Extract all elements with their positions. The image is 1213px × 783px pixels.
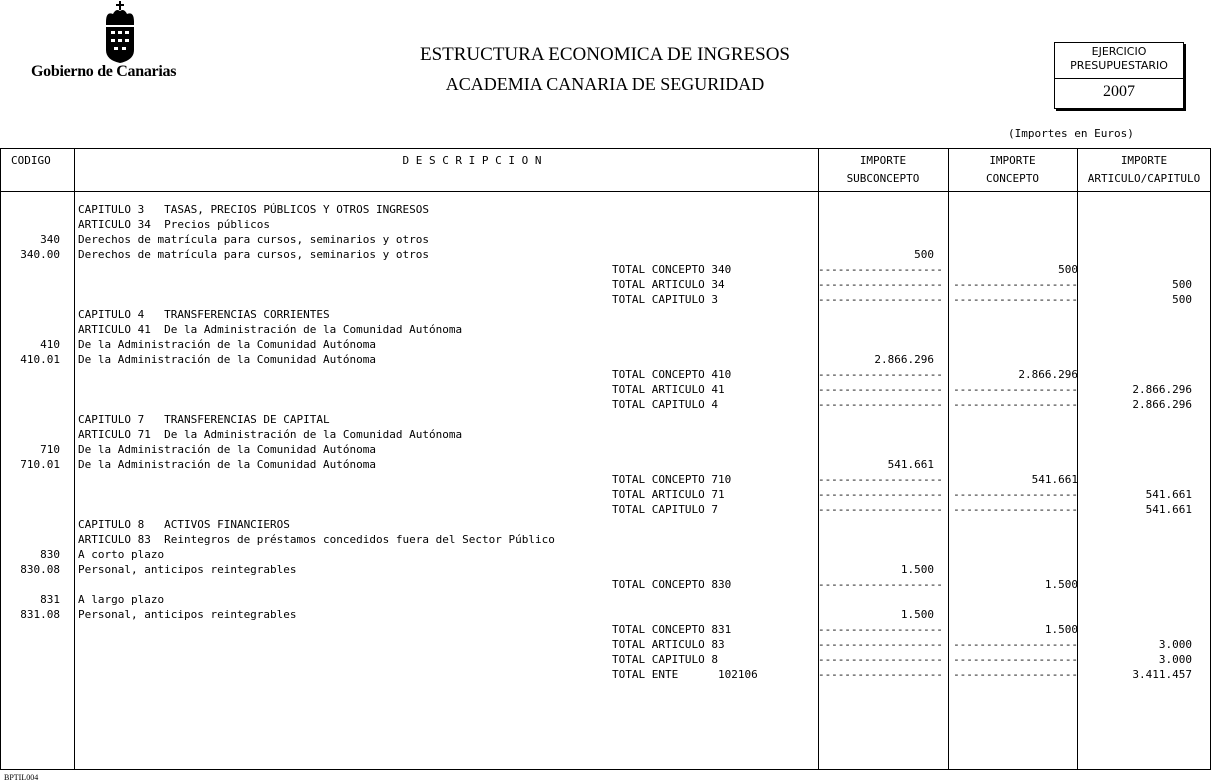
report-code: BPTIL004 <box>4 773 39 782</box>
row-total-label: TOTAL CONCEPTO 710 <box>612 473 732 486</box>
row-code: 710 <box>40 443 60 456</box>
row-code: 831 <box>40 593 60 606</box>
amount-articulo-capitulo: 541.661 <box>1145 503 1192 516</box>
amount-subconcepto: 500 <box>914 248 934 261</box>
row-total-label: TOTAL ARTICULO 83 <box>612 638 725 651</box>
column-header-articulo-1: IMPORTE <box>1120 154 1168 167</box>
document-subtitle: ACADEMIA CANARIA DE SEGURIDAD <box>445 74 765 94</box>
fiscal-year-label-2: PRESUPUESTARIO <box>1070 59 1168 72</box>
row-description: Derechos de matrícula para cursos, seminarios y otros <box>78 233 429 246</box>
amount-concepto: ------------------- <box>953 293 1078 306</box>
column-header-subconcepto-2: SUBCONCEPTO <box>846 172 920 185</box>
divider <box>1055 78 1183 79</box>
amount-concepto: ------------------- <box>953 398 1078 411</box>
column-header-concepto-2: CONCEPTO <box>986 172 1039 185</box>
amount-subconcepto: ------------------- <box>818 473 943 486</box>
amount-concepto: 541.661 <box>1031 473 1078 486</box>
amount-subconcepto: ------------------- <box>818 653 943 666</box>
row-description: ARTICULO 34 Precios públicos <box>78 218 271 231</box>
row-total-label: TOTAL CONCEPTO 340 <box>612 263 732 276</box>
row-total-label: TOTAL CAPITULO 8 <box>612 653 718 666</box>
amount-articulo-capitulo: 541.661 <box>1145 488 1192 501</box>
row-description: Personal, anticipos reintegrables <box>78 563 297 576</box>
amount-subconcepto: 1.500 <box>900 608 934 621</box>
row-total-label: TOTAL CAPITULO 7 <box>612 503 718 516</box>
amount-concepto: 1.500 <box>1044 623 1078 636</box>
row-description: De la Administración de la Comunidad Autónoma <box>78 353 377 366</box>
amount-subconcepto: ------------------- <box>818 503 943 516</box>
amount-subconcepto: ------------------- <box>818 293 943 306</box>
row-total-label: TOTAL CONCEPTO 410 <box>612 368 732 381</box>
amount-articulo-capitulo: 3.411.457 <box>1132 668 1192 681</box>
amount-concepto: ------------------- <box>953 653 1078 666</box>
column-header-descripcion: D E S C R I P C I O N <box>402 154 542 167</box>
amount-articulo-capitulo: 500 <box>1172 293 1192 306</box>
amount-subconcepto: ------------------- <box>818 398 943 411</box>
column-header-subconcepto-1: IMPORTE <box>859 154 907 167</box>
coat-of-arms-icon <box>100 0 140 64</box>
column-header-codigo: CODIGO <box>11 154 51 167</box>
row-code: 830 <box>40 548 60 561</box>
amount-subconcepto: ------------------- <box>818 578 943 591</box>
document-title: ESTRUCTURA ECONOMICA DE INGRESOS <box>419 44 790 65</box>
row-code: 410 <box>40 338 60 351</box>
amount-subconcepto: ------------------- <box>818 638 943 651</box>
amount-concepto: ------------------- <box>953 278 1078 291</box>
amount-subconcepto: ------------------- <box>818 488 943 501</box>
row-total-label: TOTAL CONCEPTO 831 <box>612 623 732 636</box>
fiscal-year-label-1: EJERCICIO <box>1091 45 1147 58</box>
amount-subconcepto: ------------------- <box>818 278 943 291</box>
amount-concepto: ------------------- <box>953 503 1078 516</box>
row-total-label: TOTAL ARTICULO 34 <box>612 278 725 291</box>
row-code: 410.01 <box>20 353 60 366</box>
amount-subconcepto: ------------------- <box>818 263 943 276</box>
row-description: ARTICULO 83 Reintegros de préstamos concedidos fuera del Sector Público <box>78 533 555 546</box>
amount-concepto: 1.500 <box>1044 578 1078 591</box>
row-total-label: TOTAL ENTE 102106 <box>612 668 758 681</box>
row-description: ARTICULO 41 De la Administración de la Comunidad Autónoma <box>78 323 463 336</box>
fiscal-year-box <box>1054 42 1184 109</box>
amount-subconcepto: ------------------- <box>818 668 943 681</box>
amount-articulo-capitulo: 2.866.296 <box>1132 398 1192 411</box>
row-description: De la Administración de la Comunidad Autónoma <box>78 338 377 351</box>
row-description: A corto plazo <box>78 548 165 561</box>
amount-concepto: ------------------- <box>953 383 1078 396</box>
row-description: De la Administración de la Comunidad Autónoma <box>78 443 377 456</box>
row-description: Derechos de matrícula para cursos, seminarios y otros <box>78 248 429 261</box>
amount-concepto: ------------------- <box>953 668 1078 681</box>
logo-text: Gobierno de Canarias <box>31 63 177 80</box>
row-description: CAPITULO 3 TASAS, PRECIOS PÚBLICOS Y OTROS INGRESOS <box>78 203 429 216</box>
amount-subconcepto: 2.866.296 <box>874 353 934 366</box>
amount-concepto: ------------------- <box>953 638 1078 651</box>
amount-subconcepto: ------------------- <box>818 383 943 396</box>
amount-subconcepto: ------------------- <box>818 368 943 381</box>
amount-subconcepto: ------------------- <box>818 623 943 636</box>
row-total-label: TOTAL CONCEPTO 830 <box>612 578 732 591</box>
units-note: (Importes en Euros) <box>1008 127 1134 140</box>
row-description: CAPITULO 4 TRANSFERENCIAS CORRIENTES <box>78 308 330 321</box>
row-total-label: TOTAL CAPITULO 4 <box>612 398 718 411</box>
amount-articulo-capitulo: 500 <box>1172 278 1192 291</box>
row-total-label: TOTAL ARTICULO 41 <box>612 383 725 396</box>
amount-concepto: ------------------- <box>953 488 1078 501</box>
row-code: 710.01 <box>20 458 60 471</box>
row-description: CAPITULO 8 ACTIVOS FINANCIEROS <box>78 518 290 531</box>
fiscal-year-value: 2007 <box>1103 83 1135 100</box>
amount-articulo-capitulo: 2.866.296 <box>1132 383 1192 396</box>
row-description: A largo plazo <box>78 593 165 606</box>
row-code: 830.08 <box>20 563 60 576</box>
amount-concepto: 2.866.296 <box>1018 368 1078 381</box>
row-description: Personal, anticipos reintegrables <box>78 608 297 621</box>
column-header-articulo-2: ARTICULO/CAPITULO <box>1087 172 1201 185</box>
row-code: 340 <box>40 233 60 246</box>
header-divider <box>0 191 1211 192</box>
column-divider <box>74 148 75 770</box>
row-description: De la Administración de la Comunidad Autónoma <box>78 458 377 471</box>
amount-subconcepto: 1.500 <box>900 563 934 576</box>
row-code: 831.08 <box>20 608 60 621</box>
row-total-label: TOTAL ARTICULO 71 <box>612 488 725 501</box>
row-description: CAPITULO 7 TRANSFERENCIAS DE CAPITAL <box>78 413 330 426</box>
row-total-label: TOTAL CAPITULO 3 <box>612 293 718 306</box>
column-header-concepto-1: IMPORTE <box>989 154 1036 167</box>
amount-subconcepto: 541.661 <box>887 458 934 471</box>
row-description: ARTICULO 71 De la Administración de la Comunidad Autónoma <box>78 428 463 441</box>
amount-concepto: 500 <box>1058 263 1078 276</box>
row-code: 340.00 <box>20 248 60 261</box>
amount-articulo-capitulo: 3.000 <box>1158 653 1192 666</box>
amount-articulo-capitulo: 3.000 <box>1158 638 1192 651</box>
